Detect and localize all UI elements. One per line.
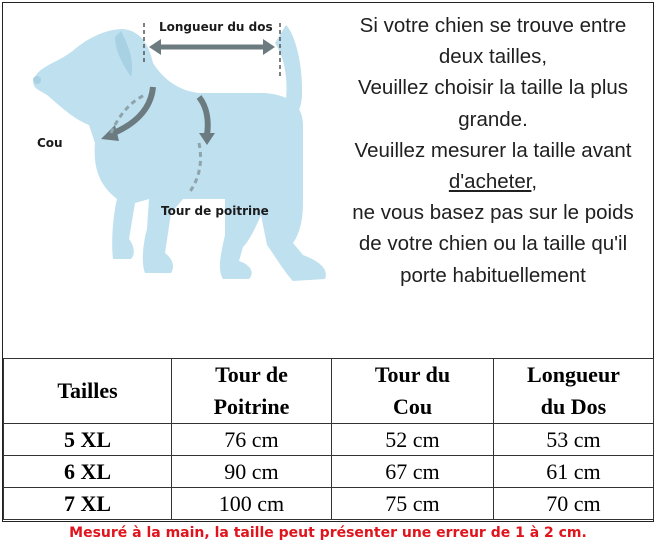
size-chart-table xyxy=(3,358,654,520)
table-header-row xyxy=(4,359,654,424)
chest-cell: 76 cm xyxy=(172,424,332,456)
neck-cell: 52 cm xyxy=(332,424,494,456)
table-row xyxy=(4,488,654,520)
chest-label: Tour de poitrine xyxy=(161,204,269,218)
header-sizes: Tailles xyxy=(4,359,172,424)
dog-measurement-diagram xyxy=(3,3,338,358)
header-chest: Tour de Poitrine xyxy=(172,359,332,424)
instruction-line: Si votre chien se trouve entre xyxy=(359,14,627,37)
instruction-line: de votre chien ou la taille qu'il xyxy=(358,232,628,256)
sizing-instructions xyxy=(338,10,648,291)
instruction-line: ne vous basez pas sur le poids xyxy=(352,201,634,225)
back-cell: 61 cm xyxy=(494,456,654,488)
instruction-line: deux tailles, xyxy=(438,45,548,69)
size-cell: 6 XL xyxy=(4,456,172,488)
dog-silhouette-icon xyxy=(3,3,338,358)
back-cell: 53 cm xyxy=(494,424,654,456)
instruction-line: grande. xyxy=(458,107,528,131)
neck-cell: 67 cm xyxy=(332,456,494,488)
instruction-line: d'acheter, xyxy=(448,170,538,194)
purchase-link[interactable]: d'acheter xyxy=(448,170,532,194)
neck-cell: 75 cm xyxy=(332,488,494,520)
instruction-line: Veuillez choisir la taille la plus xyxy=(357,76,629,100)
size-cell: 5 XL xyxy=(4,424,172,456)
size-cell: 7 XL xyxy=(4,488,172,520)
instruction-line: porte habituellement xyxy=(400,263,586,287)
measurement-note: Mesuré à la main, la taille peut présenter une erreur de 1 à 2 cm. xyxy=(69,525,587,541)
instruction-line: Veuillez mesurer la taille avant xyxy=(354,138,632,162)
table-row xyxy=(4,424,654,456)
chest-cell: 100 cm xyxy=(172,488,332,520)
neck-label: Cou xyxy=(37,136,63,150)
back-cell: 70 cm xyxy=(494,488,654,520)
chest-cell: 90 cm xyxy=(172,456,332,488)
header-back: Longueur du Dos xyxy=(494,359,654,424)
header-neck: Tour du Cou xyxy=(332,359,494,424)
table-row xyxy=(4,456,654,488)
back-length-label: Longueur du dos xyxy=(159,20,273,34)
